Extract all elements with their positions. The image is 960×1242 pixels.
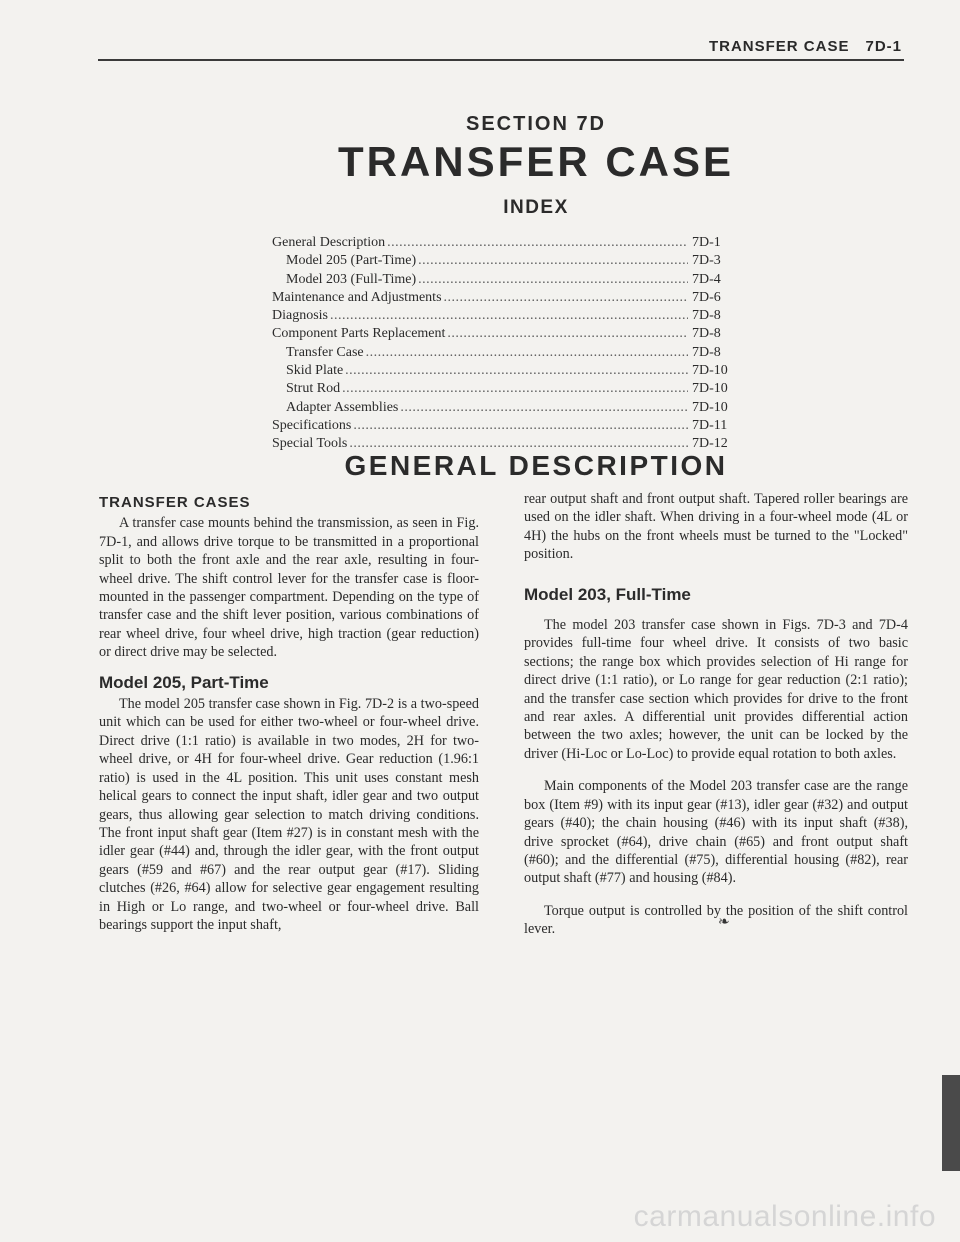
toc-entry-page: 7D-8 [692,326,721,342]
toc-dot-leader [342,380,688,398]
right-column [524,490,908,939]
toc-dot-leader [444,289,688,307]
section-label: SECTION 7D [465,113,607,135]
toc-entry-page: 7D-8 [692,344,721,360]
toc-entry [272,399,744,417]
toc-entry-title: Adapter Assemblies [286,399,399,415]
heading-model-205: Model 205, Part-Time [99,672,269,692]
table-of-contents [272,234,744,454]
heading-transfer-cases: TRANSFER CASES [99,494,251,511]
toc-entry [272,271,744,289]
toc-entry [272,362,744,380]
toc-entry-title: Special Tools [272,436,348,452]
toc-entry-title: Diagnosis [272,308,328,324]
toc-entry-title: Transfer Case [286,344,364,360]
toc-entry [272,252,744,270]
toc-entry [272,234,744,252]
toc-entry-title: Strut Rod [286,381,341,397]
toc-entry [272,289,744,307]
toc-entry-title: General Description [272,235,386,250]
toc-entry-page: 7D-10 [692,363,728,379]
toc-entry [272,325,744,343]
paragraph-continued: rear output shaft and front output shaft. Tapered roller bearings are used on the idler shaft. When driving in a four-wheel mode (4L or 4H) the hubs on the front wheels must be turned to the "Locked" position. [524,491,908,563]
toc-entry-page: 7D-1 [692,235,721,250]
paragraph-model-205: The model 205 transfer case shown in Fig. 7D-2 is a two-speed unit which can be used for either two-wheel or four-wheel drive. Direct drive (1:1 ratio) is available in two modes, 2H for two-wheel drive, or 4H for four-wheel drive. Gear reduction (1.96:1 ratio) is used in the 4L position. This unit uses constant mesh helical gears to connect the input shaft, idler gear and two output gears, thus allowing gear selection to match driving conditions. The front input shaft gear (Item #27) is in constant mesh with the idler gear (#44) and, through the idler gear, with the front output gears (#59 and #67) and the rear output gear (#17). Sliding clutches (#26, #64) allow for selective gear engagement resulting in High or Lo range, and two-wheel or four-wheel drive. Ball bearings support the input shaft, [99,696,479,933]
paragraph-components: Main components of the Model 203 transfer case are the range box (Item #9) with its input gear (#13), idler gear (#32) and output gears (#40); the chain housing (#46) with its input shaft (#38), drive sprocket (#64), drive chain (#65) and front output shaft (#60); and the differential (#75), differential housing (#82), rear output shaft (#77) and housing (#84). [524,778,908,887]
left-column [99,494,479,934]
heading-model-203: Model 203, Full-Time [524,584,691,604]
section-edge-tab [942,1075,960,1171]
toc-entry [272,307,744,325]
toc-entry [272,344,744,362]
toc-entry-page: 7D-10 [692,399,728,415]
toc-dot-leader [330,307,688,325]
watermark: carmanualsonline.info [633,1200,936,1233]
toc-entry-page: 7D-8 [692,308,721,324]
index-label: INDEX [503,197,569,218]
toc-dot-leader [418,271,688,289]
header-rule [98,59,904,61]
toc-entry-page: 7D-3 [692,253,721,269]
paragraph-transfer-cases: A transfer case mounts behind the transmission, as seen in Fig. 7D-1, and allows drive torque to be transmitted in a proportional split to both the front axle and the rear axle, resulting in four-wheel drive. The shift control lever for the transfer case is floor-mounted in the passenger compartment. Depending on the type of transfer case and the shift lever position, various combinations of rear wheel drive, four wheel drive, high traction (gear reduction) or direct drive may be selected. [99,515,479,661]
toc-entry-page: 7D-11 [692,417,728,433]
paragraph-model-203: The model 203 transfer case shown in Figs. 7D-3 and 7D-4 provides full-time four wheel drive. It consists of two basic sections; the range box which provides selection of Hi range for direct drive (1:1 ratio), or Lo range for gear reduction (2:1 ratio); and the transfer case section which provides for drive to the front and rear axles. A differential unit provides differential action between the two axles; however, the unit can be locked by the driver (Hi-Loc or Lo-Loc) to provide equal rotation to both axles. [524,617,908,762]
toc-dot-leader [345,362,688,380]
ink-mark: ❧ [718,915,730,930]
toc-entry-title: Model 203 (Full-Time) [286,271,417,287]
general-description-title: GENERAL DESCRIPTION [344,450,728,481]
main-title: TRANSFER CASE [337,138,735,185]
toc-entry [272,380,744,398]
toc-entry-title: Model 205 (Part-Time) [286,253,417,269]
toc-entry-page: 7D-10 [692,381,728,397]
toc-entry-page: 7D-6 [692,289,721,305]
paragraph-torque: Torque output is controlled by the position of the shift control lever. [524,902,908,938]
toc-entry-title: Maintenance and Adjustments [272,289,442,305]
toc-dot-leader [353,417,688,435]
toc-dot-leader [400,399,688,417]
toc-dot-leader [387,234,688,252]
toc-entry [272,417,744,435]
running-title: TRANSFER CASE [708,38,850,55]
toc-dot-leader [418,252,688,270]
toc-entry-page: 7D-12 [692,436,728,452]
toc-entry-title: Component Parts Replacement [272,326,446,342]
toc-dot-leader [366,344,688,362]
toc-entry-page: 7D-4 [692,271,721,287]
toc-entry-title: Specifications [272,417,352,433]
running-head [709,38,902,55]
page-number: 7D-1 [865,38,902,55]
toc-dot-leader [447,325,688,343]
toc-entry-title: Skid Plate [286,363,344,379]
